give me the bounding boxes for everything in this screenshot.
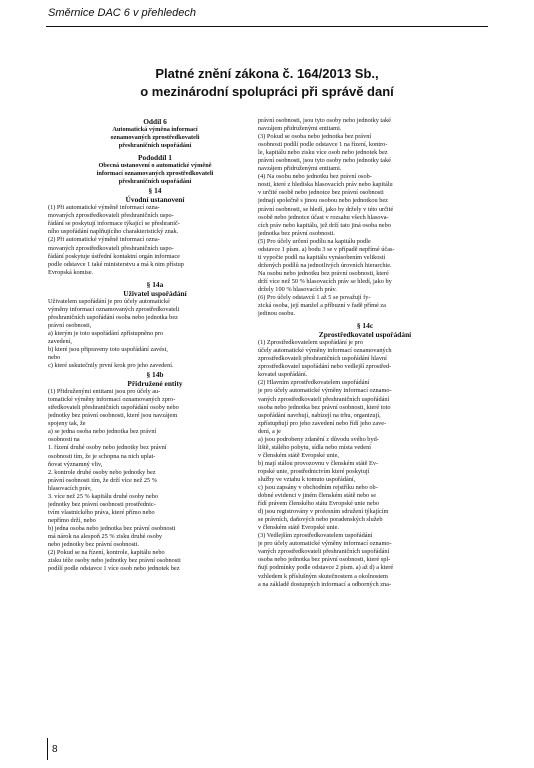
text-line: a) jsou podrobeny zdanění z důvodu svého byd- xyxy=(258,435,379,443)
text-line: nosti, které z hlediska hlasovacích práv nebo kapitálu xyxy=(258,181,393,189)
text-line: Pododdíl 1 xyxy=(138,153,172,163)
text-line: Obecná ustanovení o automatické výměně xyxy=(98,162,212,170)
text-line: d) jsou registrovány v profesním sdružení týkajícím xyxy=(258,508,389,516)
text-line: osobnosti na xyxy=(48,436,80,444)
text-line: držely 100 % hlasovacích práv. xyxy=(258,285,337,293)
text-line: právní osobnosti, jsou tyto osoby nebo jednotky také xyxy=(258,117,391,124)
text-line: ti vypočte podíl na kapitálu vynásobením velikostí xyxy=(258,253,386,261)
text-line: oznamovaných zprostředkovateli xyxy=(110,134,200,142)
text-line: podílí podle odstavce 1 více osob nebo jednotek bez xyxy=(48,565,180,573)
text-line: podle odstavce 1 také ministerstvu a má k nim přístup xyxy=(48,260,184,268)
text-line: je pro účely automatické výměny informací oznamo- xyxy=(258,540,392,548)
text-line: uspořádání navrhují, nabízejí na trhu, organizují, xyxy=(258,411,381,419)
text-line: ňují podmínky podle odstavce 2 písm. a) až d) a které xyxy=(258,564,394,572)
text-line: § 14c xyxy=(356,321,374,331)
text-line: v členském státě Evropské unie, xyxy=(258,451,339,459)
text-line: jednají společně s jinou osobou nebo jednotkou bez xyxy=(258,197,388,205)
text-line: (3) Pokud se osoba nebo jednotka bez právní xyxy=(258,133,372,141)
text-line: a) se jedna osoba nebo jednotka bez právní xyxy=(48,428,157,436)
left-text-column xyxy=(48,117,262,573)
text-line: kovatel uspořádání. xyxy=(258,371,308,379)
text-line: spojeny tak, že xyxy=(48,420,86,428)
text-line: § 14b xyxy=(146,370,164,380)
text-line: Na osobu nebo jednotku bez právní osobnosti, které xyxy=(258,269,389,277)
text-line: movaných zprostředkovateli přeshraničních uspo- xyxy=(48,212,174,220)
text-line: přeshraničních uspořádání osoba nebo jednotka bez xyxy=(48,313,178,321)
text-line: (3) Vedlejším zprostředkovatelem uspořádání xyxy=(258,532,373,540)
page-number-rule xyxy=(47,738,48,760)
text-line: tvím vlastnického práva, které přímo nebo xyxy=(48,508,155,516)
text-line: § 14a xyxy=(146,279,164,289)
text-line: (2) Pokud se na řízení, kontrole, kapitálu nebo xyxy=(48,549,165,557)
text-line: b) jedna osoba nebo jednotka bez právní osobnosti xyxy=(48,524,176,532)
text-line: Oddíl 6 xyxy=(143,117,167,126)
text-line: (1) Přidruženými entitami jsou pro účely au- xyxy=(48,388,161,396)
text-line: právní osobnosti, xyxy=(48,321,92,329)
text-line: jednotky bez právní osobnosti prostřednic- xyxy=(48,500,156,508)
text-line: řádání poskytuje ústřední kontaktní orgán informace xyxy=(48,252,180,260)
text-line: b) které jsou připraveny toto uspořádání zavést, xyxy=(48,345,168,353)
text-line: vaných zprostředkovateli přeshraničních uspořádání xyxy=(258,395,390,403)
text-line: (4) Na osobu nebo jednotku bez právní osob- xyxy=(258,173,372,181)
text-line: ňovat významný vliv, xyxy=(48,460,103,468)
text-line: jedinou osobu. xyxy=(258,310,296,318)
text-line: b) mají stálou provozovnu v členském státě Ev- xyxy=(258,459,379,467)
text-line: Automatická výměna informací xyxy=(112,126,198,133)
text-line: osobnosti tím, že je schopna na nich uplat- xyxy=(48,452,156,460)
text-line: navzájem přidruženými entitami. xyxy=(258,125,342,133)
text-line: (2) Při automatické výměně informací ozna- xyxy=(48,236,160,244)
header-rule xyxy=(46,26,488,27)
text-line: tomatické výměny informací oznamovaných zpro- xyxy=(48,396,176,404)
text-line: (6) Pro účely odstavců 1 až 5 se považují fy- xyxy=(258,294,371,302)
text-line: (2) Hlavním zprostředkovatelem uspořádání xyxy=(258,379,370,387)
text-line: c) jsou zapsány v obchodním rejstříku nebo ob- xyxy=(258,484,378,492)
text-line: hlasovacích práv, xyxy=(48,484,92,492)
text-line: (1) Při automatické výměně informací ozna- xyxy=(48,204,160,212)
text-line: přeshraničních uspořádání xyxy=(118,178,192,186)
text-line: Uživatel uspořádání xyxy=(123,288,187,298)
text-line: movaných zprostředkovateli přeshraničních uspo- xyxy=(48,244,174,252)
text-line: zisku téže osoby nebo jednotky bez právní osobnosti xyxy=(48,557,181,565)
text-line: vaných zprostředkovateli přeshraničních uspořádání xyxy=(258,548,390,556)
text-line: ního uspořádání naplňujícího charakteristický znak. xyxy=(48,228,179,236)
text-line: dobné evidenci v jiném členském státě nebo se xyxy=(258,492,377,500)
text-line: právní osobnosti tím, že drží více než 25 % xyxy=(48,476,157,484)
text-line: přeshraničních uspořádání xyxy=(118,142,192,150)
text-line: držených podílů na jednotlivých úrovních hierarchie. xyxy=(258,261,392,269)
text-line: zprostředkovatel uspořádání nebo vedlejší zprostřed- xyxy=(258,363,392,371)
text-line: v členském státě Evropské unie. xyxy=(258,524,339,532)
text-line: Zprostředkovatel uspořádání xyxy=(318,330,412,340)
text-line: právní osobnosti, se hledí, jako by držely v této určité xyxy=(258,205,394,213)
text-line: c) které uskutečnily první krok pro jeho zavedení. xyxy=(48,362,174,370)
text-line: osoba nebo jednotka bez právní osobnosti, které spl- xyxy=(258,556,391,564)
text-line: středkovateli přeshraničních uspořádání osoby nebo xyxy=(48,404,179,412)
text-line: Úvodní ustanovení xyxy=(125,195,185,205)
text-line: 2. kontrole druhé osoby nebo jednotky bez xyxy=(48,468,156,476)
text-line: 3. více než 25 % kapitálu druhé osoby nebo xyxy=(48,492,158,500)
text-line: zpřístupňují pro jeho zavedení nebo řídí jeho zave- xyxy=(258,419,387,427)
text-line: Uživatelem uspořádání je pro účely automatické xyxy=(48,297,170,305)
text-line: v určité osobě nebo jednotce bez právní osobnosti xyxy=(258,189,384,197)
text-line: účely automatické výměny informací oznamovaných xyxy=(258,347,392,355)
text-line: nebo jednotky bez právní osobnosti. xyxy=(48,541,140,549)
page-number: 8 xyxy=(52,744,58,755)
text-line: (1) Zprostředkovatelem uspořádání je pro xyxy=(258,339,363,347)
text-line: a) kterým je toto uspořádání zpřístupněno pro xyxy=(48,329,164,337)
text-line: drží více než 50 % hlasovacích práv se hledí, jako by xyxy=(258,277,392,285)
text-line: odstavce 1 písm. a) bodu 3 se v případě nepřímé účas- xyxy=(258,245,395,253)
text-line: řádání se poskytují informace týkající se přeshranič- xyxy=(48,220,180,228)
text-line: právní osobnosti, jsou tyto osoby nebo jednotky také xyxy=(258,157,391,165)
text-line: služby ve vztahu k tomuto uspořádání, xyxy=(258,475,356,483)
text-line: Evropská komise. xyxy=(48,268,94,276)
text-line: má nárok na alespoň 25 % zisku druhé osoby xyxy=(48,532,163,540)
text-line: zická osoba, její manžel a příbuzní v řadě přímé za xyxy=(258,302,386,310)
text-line: 1. řízení druhé osoby nebo jednotky bez právní xyxy=(48,444,167,452)
text-line: zavedení, xyxy=(48,337,72,345)
text-line: nepřímo drží, nebo xyxy=(48,516,96,524)
text-line: navzájem přidruženými entitami. xyxy=(258,165,342,173)
text-line: informací oznamovaných zprostředkovateli xyxy=(96,170,214,178)
text-line: a na základě dostupných informací a odborných zna- xyxy=(258,580,392,588)
text-line: jednotka bez právní osobnosti. xyxy=(258,229,335,237)
text-line: výměny informací oznamovaných zprostředkovateli xyxy=(48,305,180,313)
text-line: Přidružené entity xyxy=(127,379,183,389)
text-line: vzhledem k příslušným skutečnostem a okolnostem xyxy=(258,572,388,580)
text-line: § 14 xyxy=(148,186,162,196)
text-line: ropské unie, prostřednictvím které poskytují xyxy=(258,467,370,475)
text-line: osobnosti podílí podle odstavce 1 na řízení, kontro- xyxy=(258,141,388,149)
running-header: Směrnice DAC 6 v přehledech xyxy=(48,7,196,19)
text-line: řídí právem členského státu Evropské unie nebo xyxy=(258,500,380,508)
document-title-line-1: Platné znění zákona č. 164/2013 Sb., xyxy=(155,66,379,81)
text-line: dení, a je xyxy=(258,427,281,435)
text-line: osobě nebo jednotce účast v rozsahu všech hlasova- xyxy=(258,213,389,221)
text-line: zprostředkovateli přeshraničních uspořádání hlavní xyxy=(258,355,387,363)
document-title-line-2: o mezinárodní spolupráci při správě daní xyxy=(140,84,394,99)
text-line: osoba nebo jednotka bez právní osobnosti, které toto xyxy=(258,403,391,411)
text-line: je pro účely automatické výměny informací oznamo- xyxy=(258,387,392,395)
text-line: jednotky bez právní osobnosti, které jsou navzájem xyxy=(48,412,178,420)
right-text-column xyxy=(258,117,472,589)
text-line: liště, stálého pobytu, sídla nebo místa vedení xyxy=(258,443,371,451)
text-line: se právních, daňových nebo poradenských služeb xyxy=(258,516,383,524)
text-line: cích práv nebo kapitálu, jež drží tato jiná osoba nebo xyxy=(258,221,391,229)
text-line: nebo xyxy=(48,354,61,362)
text-line: le, kapitálu nebo zisku více osob nebo jednotek bez xyxy=(258,149,388,157)
text-line: (5) Pro účely určení podílu na kapitálu podle xyxy=(258,237,371,245)
